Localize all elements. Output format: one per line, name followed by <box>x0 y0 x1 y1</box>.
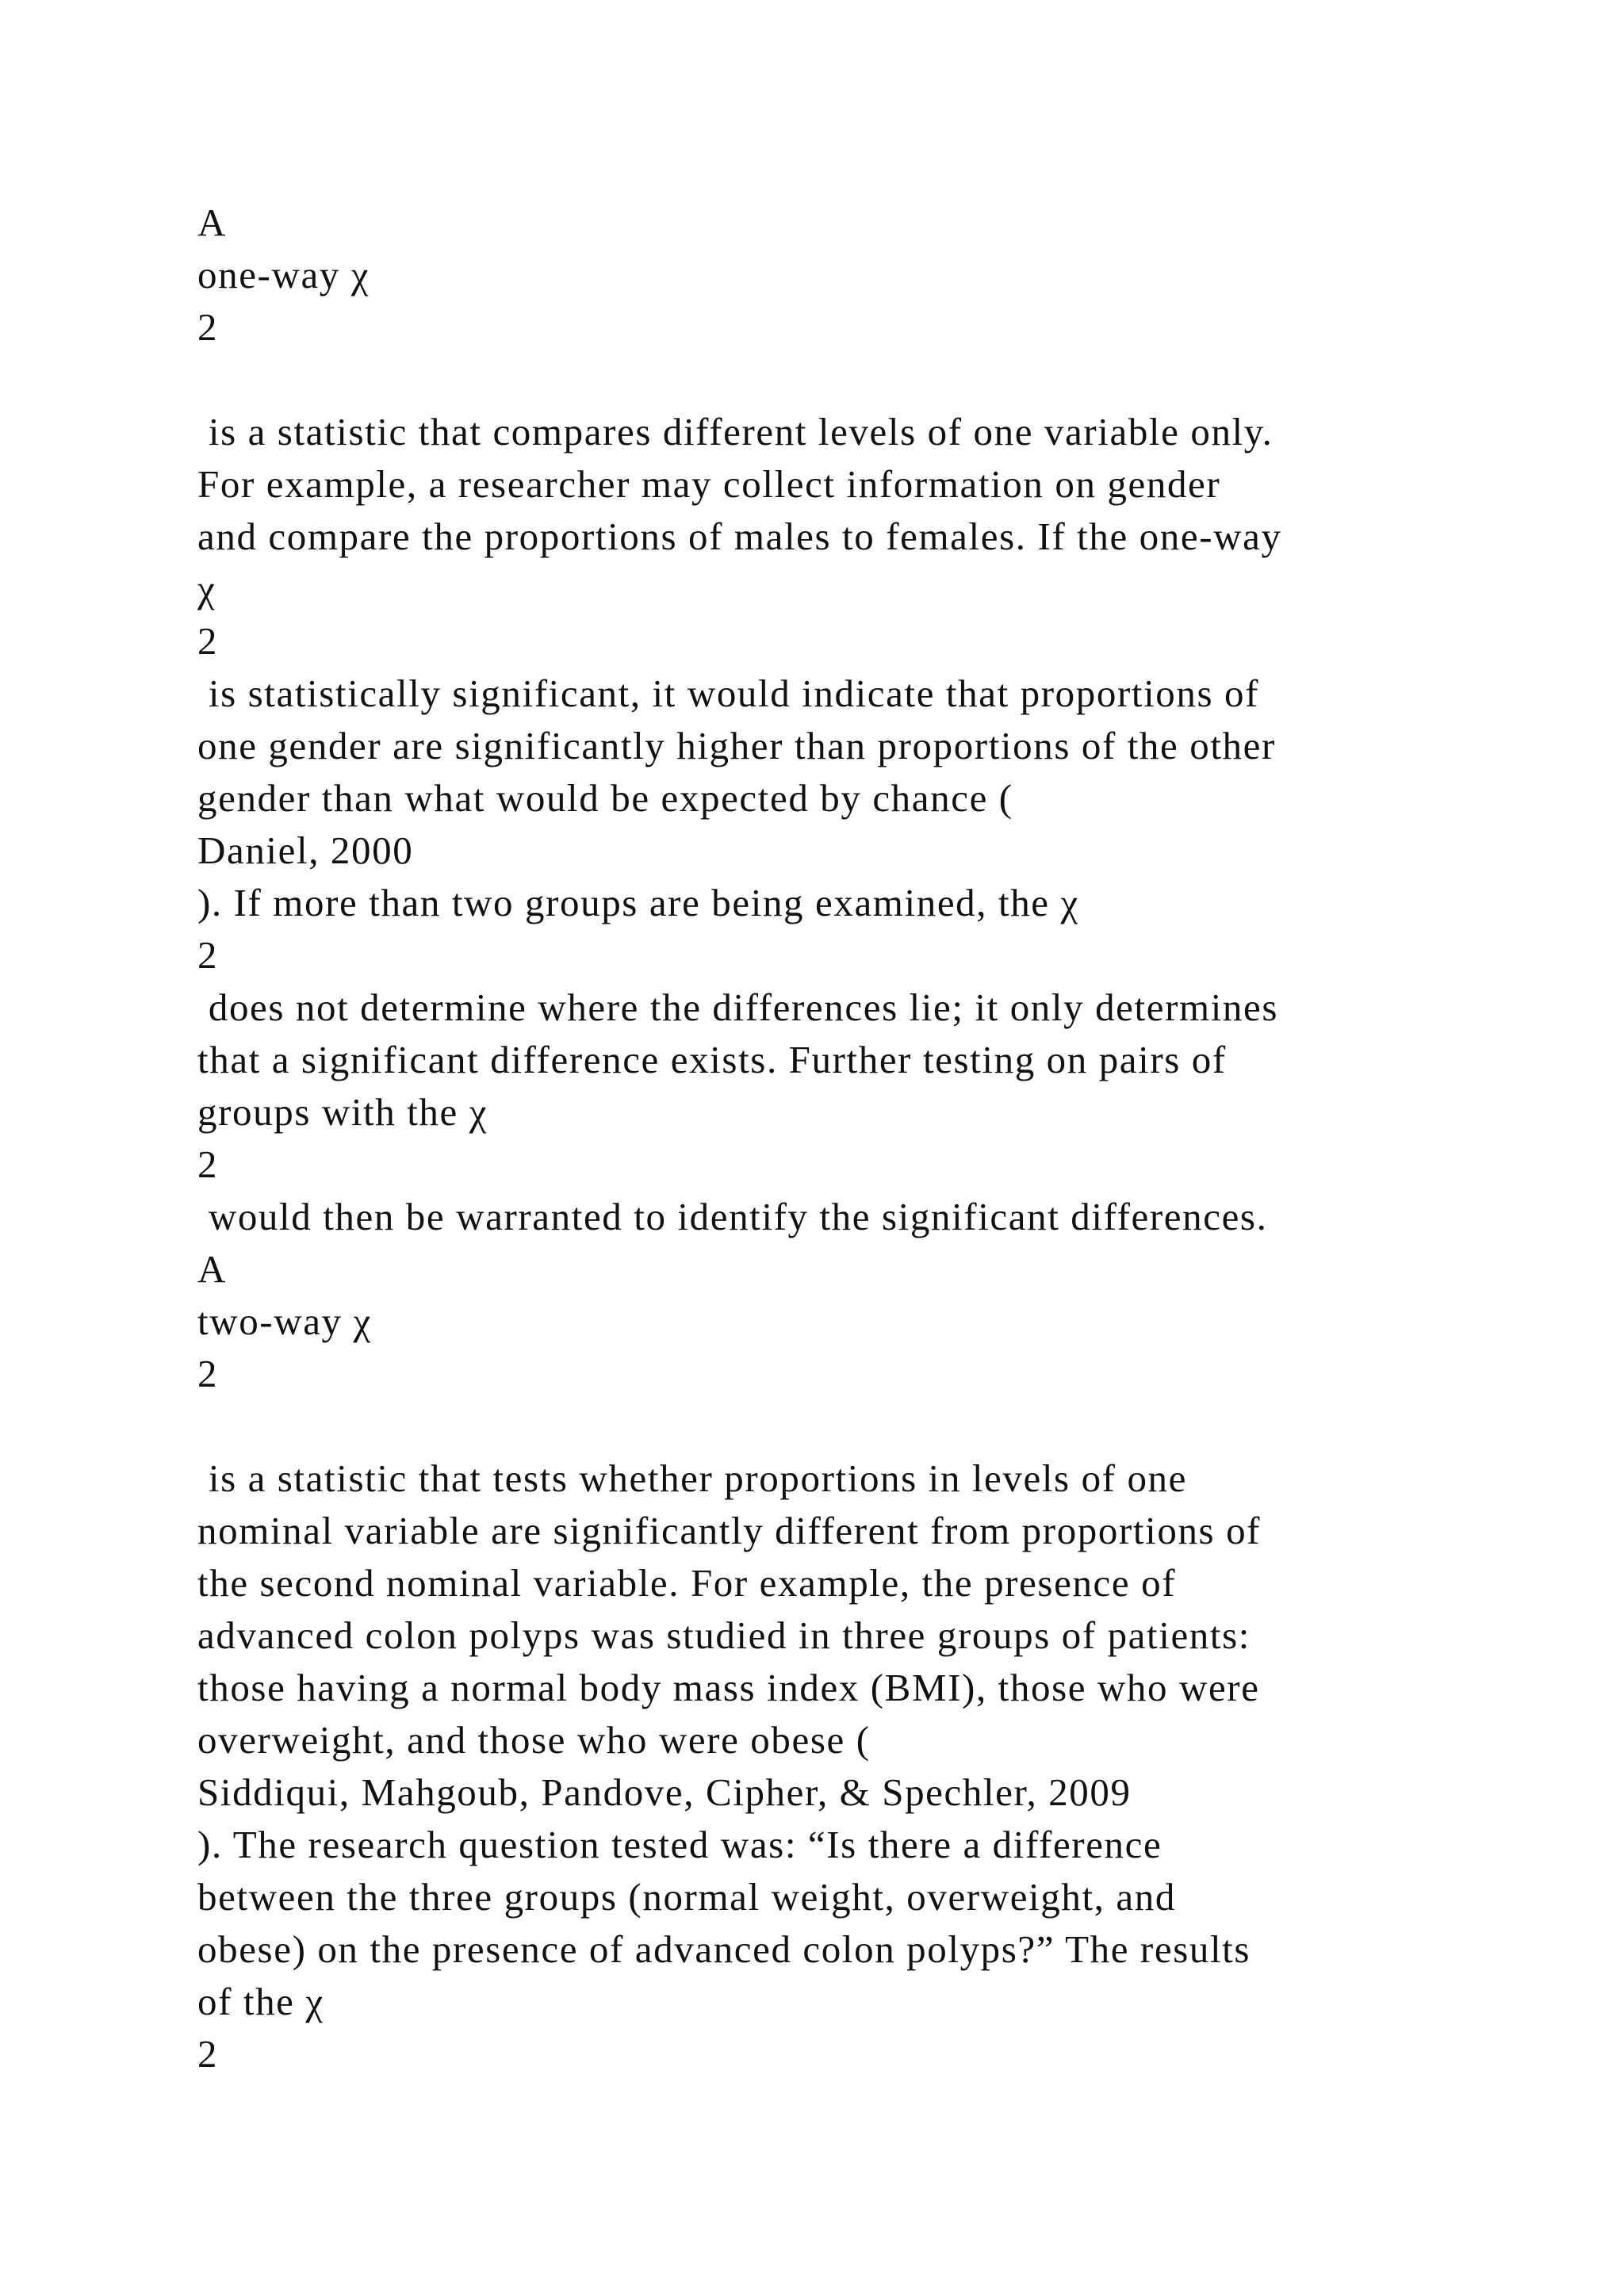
text-line: is a statistic that compares different levels of one variable only. <box>197 410 1274 453</box>
text-line: ). The research question tested was: “Is there a difference <box>197 1823 1162 1866</box>
text-line: the second nominal variable. For example, the presence of <box>197 1561 1177 1605</box>
text-line: of the χ <box>197 1980 324 2023</box>
text-line: 2 <box>197 2032 219 2076</box>
text-line: 2 <box>197 933 219 977</box>
text-line: between the three groups (normal weight, overweight, and <box>197 1875 1176 1919</box>
text-line: obese) on the presence of advanced colon polyps?” The results <box>197 1927 1251 1971</box>
text-line: those having a normal body mass index (BMI), those who were <box>197 1666 1260 1709</box>
text-line: overweight, and those who were obese ( <box>197 1718 871 1762</box>
text-line: would then be warranted to identify the significant differences. <box>197 1195 1268 1238</box>
text-line: one-way χ <box>197 253 370 297</box>
text-line: is a statistic that tests whether proportions in levels of one <box>197 1456 1187 1500</box>
text-line: groups with the χ <box>197 1090 488 1134</box>
blank-line <box>197 354 1530 406</box>
citation-siddiqui-2009: Siddiqui, Mahgoub, Pandove, Cipher, & Spechler, 2009 <box>197 1770 1132 1814</box>
text-line: A <box>197 201 227 244</box>
text-line: A <box>197 1247 227 1291</box>
citation-daniel-2000: Daniel, 2000 <box>197 828 414 872</box>
text-line: nominal variable are significantly different from proportions of <box>197 1509 1262 1552</box>
text-line: ). If more than two groups are being examined, the χ <box>197 881 1079 924</box>
text-line: that a significant difference exists. Further testing on pairs of <box>197 1038 1227 1081</box>
text-line: two-way χ <box>197 1299 372 1343</box>
text-line: one gender are significantly higher than proportions of the other <box>197 724 1276 767</box>
text-line: 2 <box>197 305 219 349</box>
text-line: is statistically significant, it would indicate that proportions of <box>197 672 1260 715</box>
document-text <box>197 197 1530 2080</box>
text-line: and compare the proportions of males to females. If the one-way <box>197 515 1282 558</box>
text-line: 2 <box>197 1352 219 1395</box>
text-line: χ <box>197 567 216 610</box>
text-line: does not determine where the differences lie; it only determines <box>197 985 1279 1029</box>
blank-line <box>197 1400 1530 1452</box>
text-line: gender than what would be expected by chance ( <box>197 776 1013 820</box>
text-line: 2 <box>197 1142 219 1186</box>
text-line: advanced colon polyps was studied in three groups of patients: <box>197 1613 1251 1657</box>
text-line: 2 <box>197 619 219 663</box>
text-line: For example, a researcher may collect information on gender <box>197 462 1221 506</box>
